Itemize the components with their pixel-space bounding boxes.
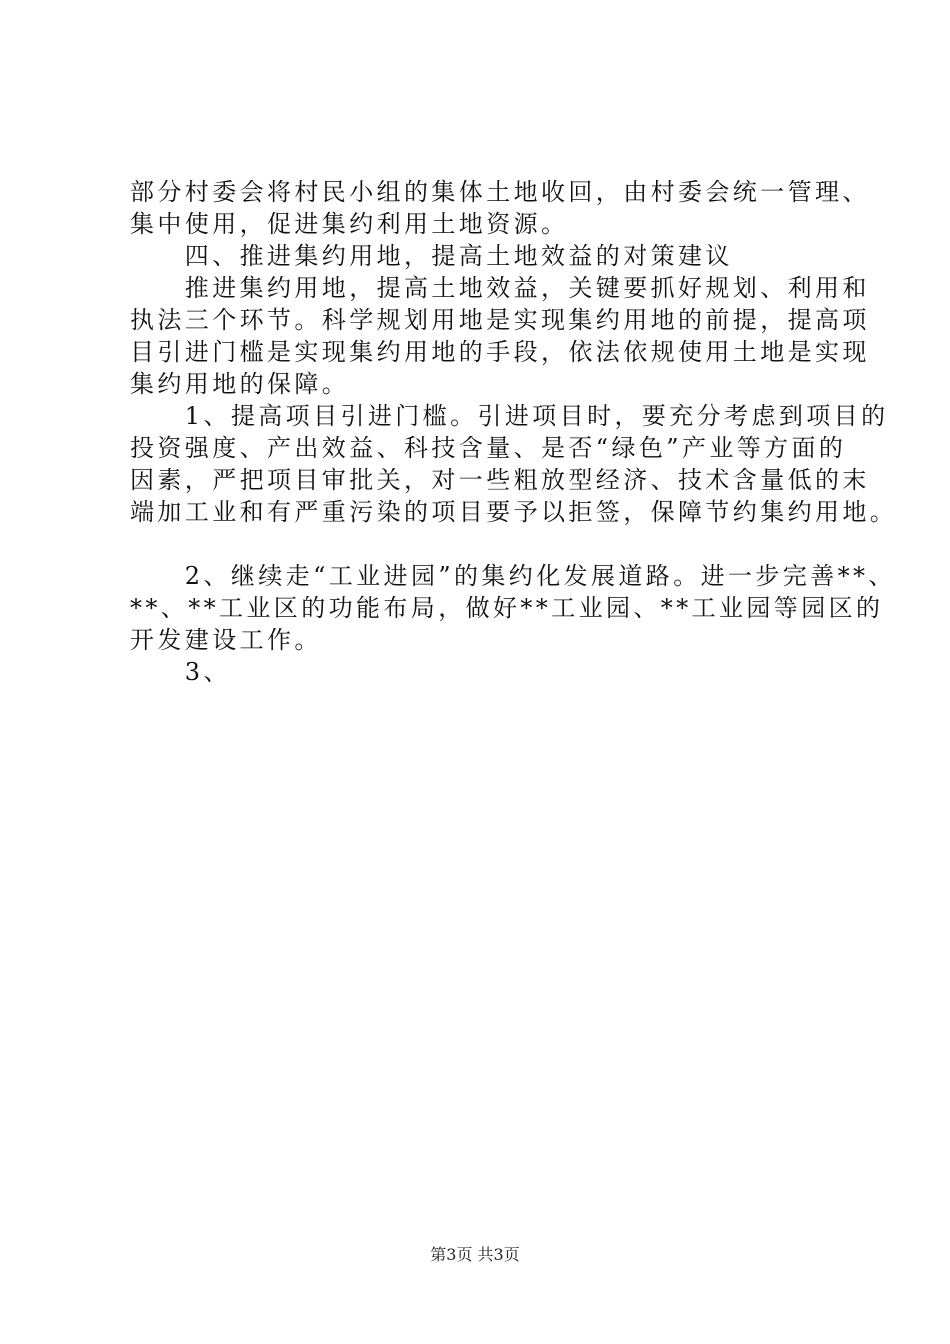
page-footer: 第3页 共3页: [430, 1245, 520, 1264]
body-text-line: 投资强度、产出效益、科技含量、是否“绿色”产业等方面的: [130, 434, 847, 462]
body-text-line: 开发建设工作。: [130, 626, 322, 654]
body-text-line: 3、: [130, 658, 231, 686]
section-heading: 四、推进集约用地，提高土地效益的对策建议: [130, 242, 733, 270]
body-text-line: 推进集约用地，提高土地效益，关键要抓好规划、利用和: [130, 274, 870, 302]
body-text-line: 2、继续走“工业进园”的集约化发展道路。进一步完善**、: [130, 562, 896, 590]
body-text-line: 集中使用，促进集约利用土地资源。: [130, 210, 569, 238]
body-text-line: 1、提高项目引进门槛。引进项目时，要充分考虑到项目的: [130, 402, 889, 430]
body-text-line: 因素，严把项目审批关，对一些粗放型经济、技术含量低的末: [130, 466, 870, 494]
body-text-line: 端加工业和有严重污染的项目要予以拒签，保障节约集约用地。: [130, 498, 898, 526]
body-text-line: 目引进门槛是实现集约用地的手段，依法依规使用土地是实现: [130, 338, 870, 366]
body-text-line: 集约用地的保障。: [130, 370, 350, 398]
body-text-line: **、**工业区的功能布局，做好**工业园、**工业园等园区的: [130, 594, 884, 622]
body-text-line: 部分村委会将村民小组的集体土地收回，由村委会统一管理、: [130, 178, 870, 206]
body-text-line: 执法三个环节。科学规划用地是实现集约用地的前提，提高项: [130, 306, 870, 334]
